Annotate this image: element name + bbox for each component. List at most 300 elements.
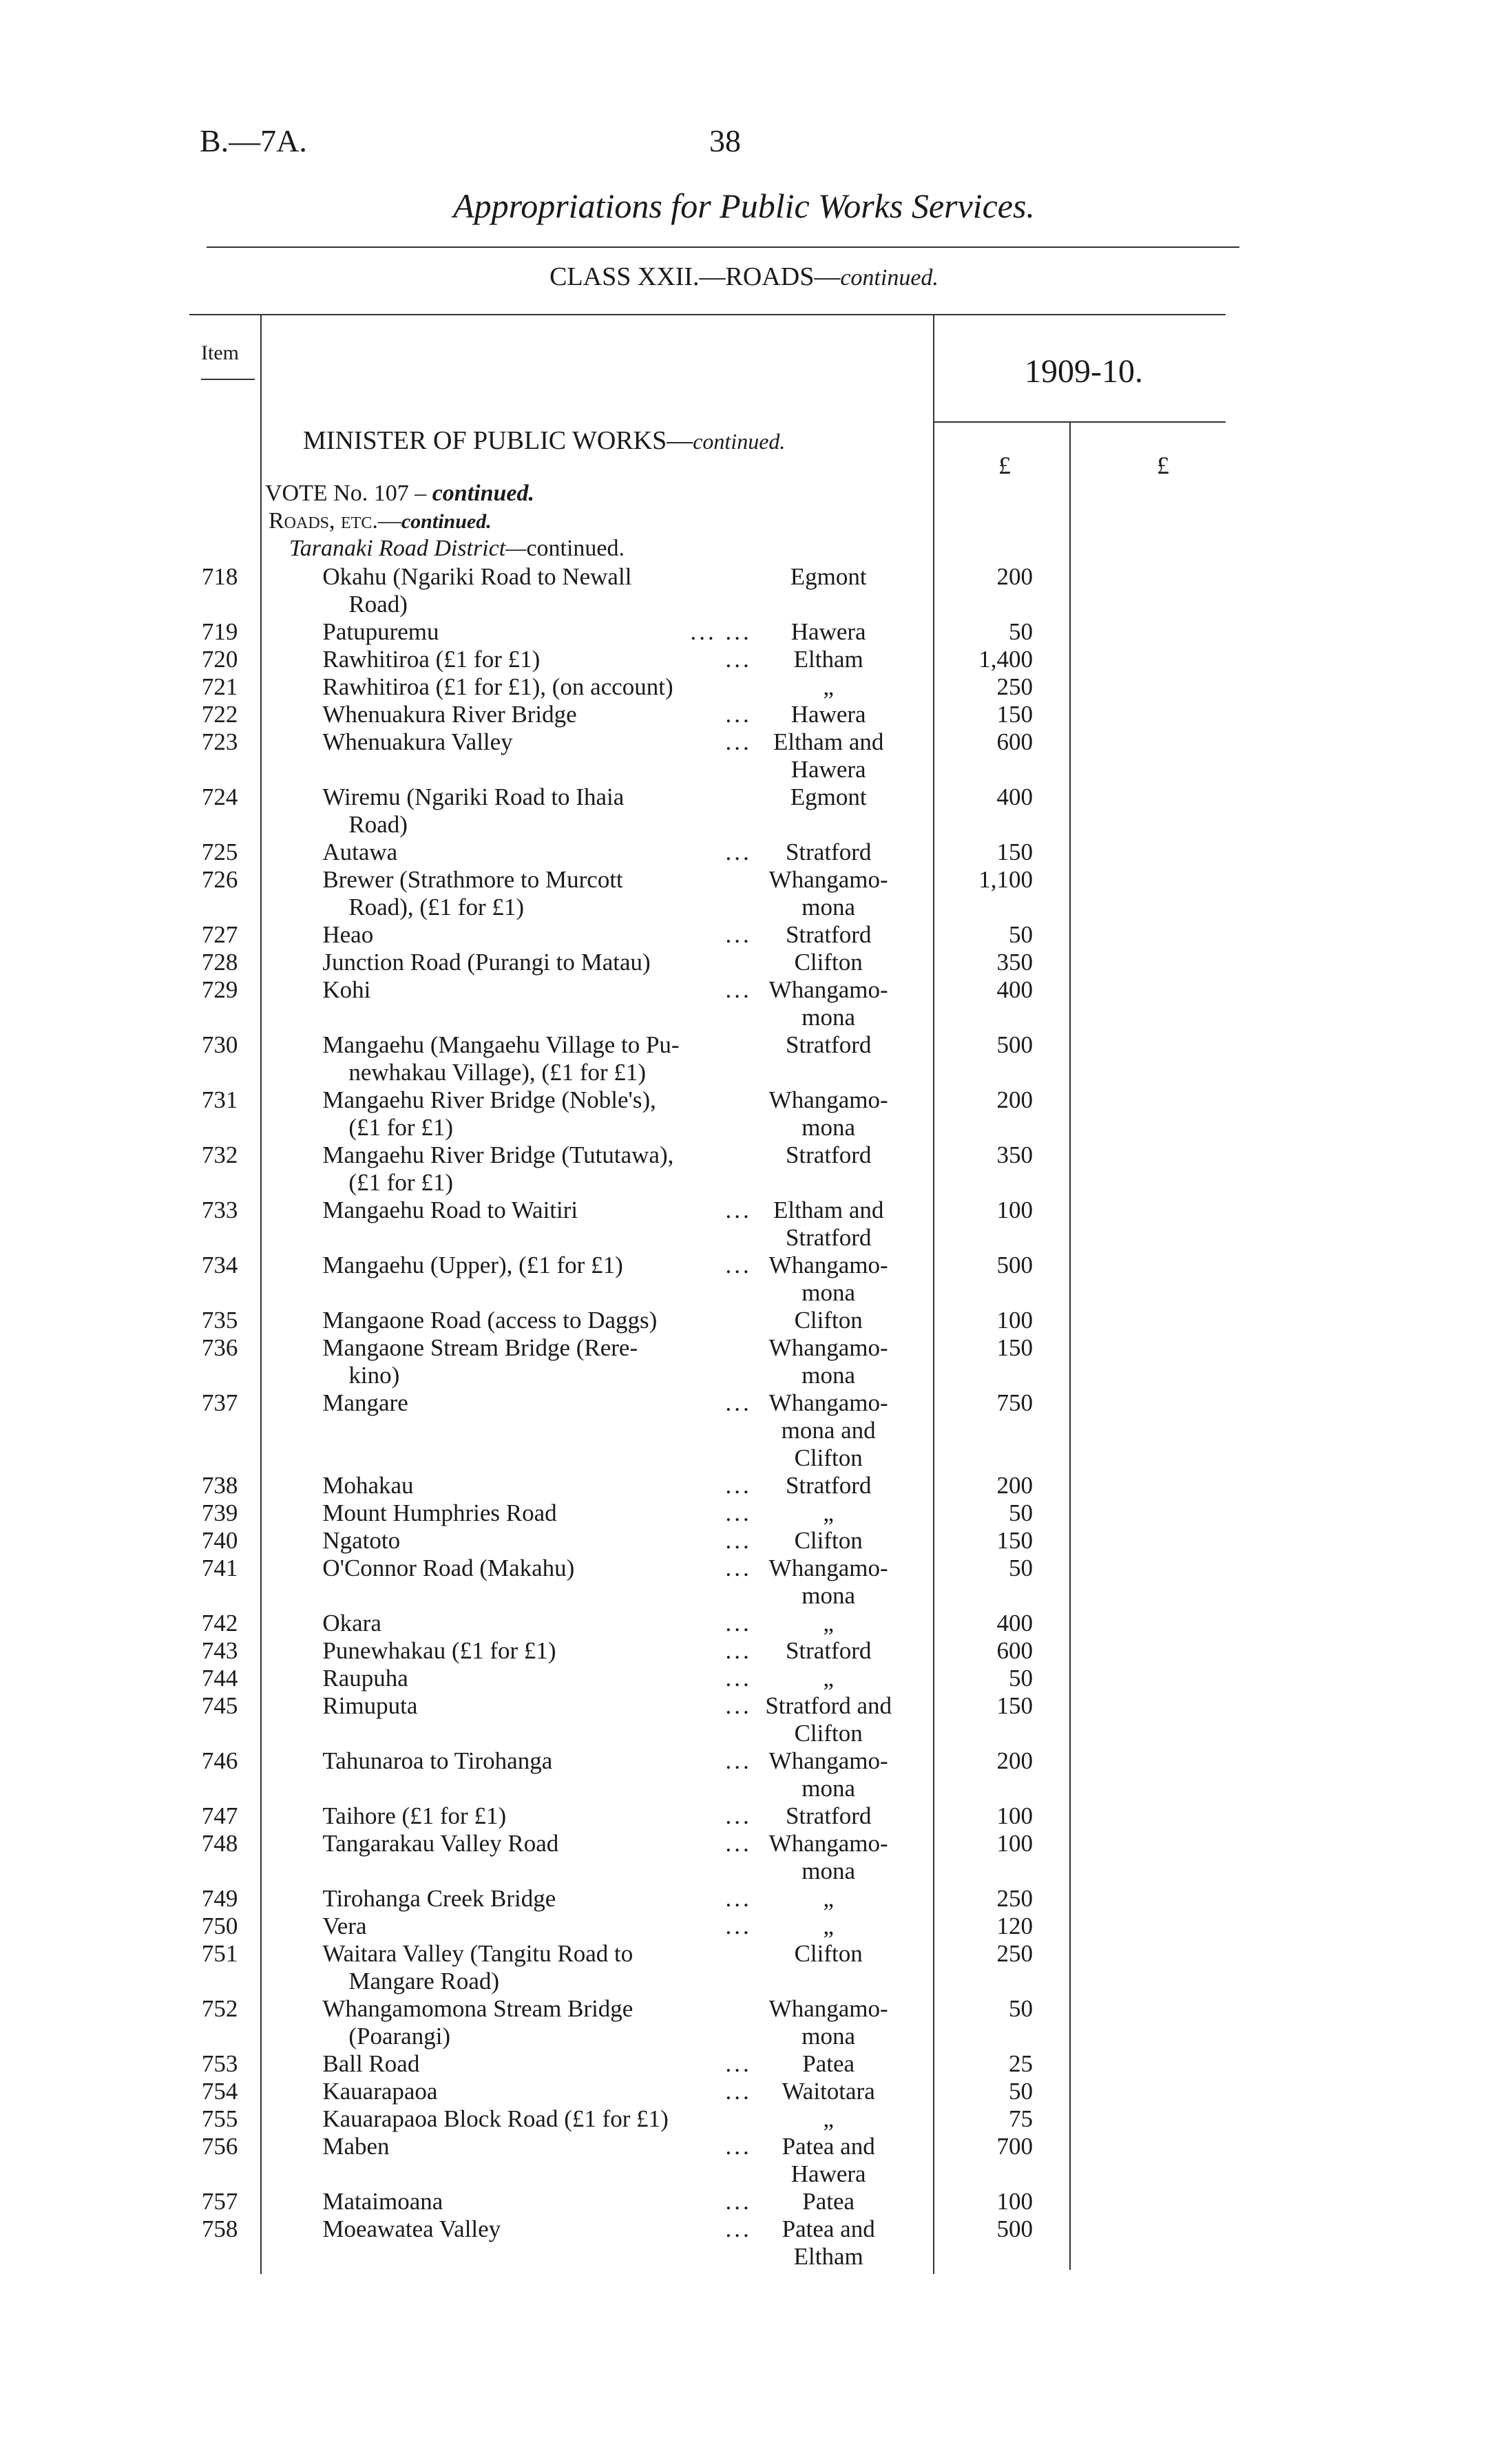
item-description-line: Mangaehu (Mangaehu Village to Pu- <box>322 1031 680 1058</box>
electoral-district <box>752 1940 905 1995</box>
item-number: 729 <box>201 976 238 1003</box>
amount: 200 <box>996 1747 1033 1774</box>
item-description <box>257 646 751 673</box>
district-line: Whangamo- <box>768 1334 888 1361</box>
item-description <box>257 1252 751 1307</box>
leader-dots: ... <box>725 2215 752 2242</box>
item-description <box>257 1472 751 1499</box>
district-line-continuation: mona <box>801 1775 856 1802</box>
table-row <box>176 1499 1071 1527</box>
district-heading <box>289 536 625 562</box>
electoral-district <box>752 728 905 783</box>
amount: 120 <box>996 1913 1033 1939</box>
electoral-district <box>752 1086 905 1141</box>
district-line-continuation: Stratford <box>785 1224 872 1251</box>
table-row <box>176 1830 1071 1885</box>
item-number: 731 <box>201 1086 238 1113</box>
document-code: B.—7A. <box>200 123 307 158</box>
item-number: 743 <box>201 1637 238 1664</box>
amount: 600 <box>996 1637 1033 1664</box>
item-description <box>257 1913 751 1940</box>
district-line: Egmont <box>790 563 867 590</box>
item-number: 726 <box>201 866 238 893</box>
item-description-line: Maben <box>322 2133 390 2160</box>
leader-dots: ... <box>725 1830 752 1857</box>
item-number: 752 <box>201 1995 238 2022</box>
item-number: 753 <box>201 2050 238 2077</box>
electoral-district <box>752 2050 905 2078</box>
item-description-line: Mangaehu (Upper), (£1 for £1) <box>322 1252 623 1278</box>
pound-sign-left: £ <box>998 452 1011 479</box>
amount: 100 <box>996 2188 1033 2215</box>
district-line-continuation: mona <box>801 1857 856 1884</box>
table-row <box>176 976 1071 1031</box>
district-line: „ <box>823 1885 834 1912</box>
electoral-district <box>752 2215 905 2271</box>
electoral-district <box>752 839 905 866</box>
item-number: 756 <box>201 2133 238 2160</box>
table-row <box>176 1665 1071 1692</box>
title-rule <box>207 246 1239 248</box>
electoral-district <box>752 1913 905 1940</box>
item-number: 746 <box>201 1747 238 1774</box>
table-row <box>176 618 1071 646</box>
item-description <box>257 839 751 866</box>
item-number: 736 <box>201 1334 238 1361</box>
item-description-line: Rimuputa <box>322 1692 418 1719</box>
page-title: Appropriations for Public Works Services. <box>453 187 1035 225</box>
item-number: 750 <box>201 1913 238 1939</box>
district-line: Whangamo- <box>768 1747 888 1774</box>
item-number: 730 <box>201 1031 238 1058</box>
item-description-line: Whangamomona Stream Bridge <box>322 1995 633 2022</box>
amount: 600 <box>996 728 1033 755</box>
district-line: Hawera <box>790 701 866 728</box>
table-row <box>176 646 1071 673</box>
electoral-district <box>752 1830 905 1885</box>
district-line: Clifton <box>794 1940 863 1967</box>
item-description-continuation: (£1 for £1) <box>348 1114 453 1141</box>
item-number: 720 <box>201 646 238 673</box>
electoral-district <box>752 949 905 976</box>
amount: 150 <box>996 839 1033 865</box>
leader-dots: ... <box>725 1252 752 1278</box>
electoral-district <box>752 921 905 949</box>
item-description <box>257 673 751 701</box>
item-description <box>257 1830 751 1885</box>
year-header-underline <box>933 421 1226 423</box>
page-number: 38 <box>709 123 741 158</box>
item-number: 724 <box>201 783 238 810</box>
table-row <box>176 839 1071 866</box>
item-description-line: Raupuha <box>322 1665 408 1692</box>
item-description-line: Okara <box>322 1610 381 1636</box>
amount: 250 <box>996 1940 1033 1967</box>
item-description <box>257 1499 751 1527</box>
district-line: Eltham <box>793 646 863 673</box>
item-number: 741 <box>201 1555 238 1581</box>
item-description-line: Junction Road (Purangi to Matau) <box>322 949 651 976</box>
item-description-line: Vera <box>322 1913 367 1939</box>
item-description <box>257 976 751 1031</box>
minister-continued: continued. <box>693 429 786 454</box>
item-number: 755 <box>201 2105 238 2132</box>
roads-heading <box>269 508 492 534</box>
item-description-line: Rawhitiroa (£1 for £1), (on account) <box>322 673 673 700</box>
item-number: 749 <box>201 1885 238 1912</box>
amount: 100 <box>996 1802 1033 1829</box>
leader-dots: ... <box>725 2050 752 2077</box>
amount: 150 <box>996 1692 1033 1719</box>
amount: 50 <box>1009 2078 1033 2105</box>
item-description-line: Autawa <box>322 839 398 865</box>
item-number: 718 <box>201 563 238 590</box>
amount: 400 <box>996 783 1033 810</box>
district-line-continuation: mona <box>801 1582 856 1609</box>
item-description <box>257 1995 751 2050</box>
item-description <box>257 1334 751 1389</box>
class-title <box>0 262 1488 292</box>
electoral-district <box>752 563 905 618</box>
leader-dots: ... ... <box>690 618 752 645</box>
electoral-district <box>752 673 905 701</box>
electoral-district <box>752 1307 905 1334</box>
district-line: „ <box>823 1610 834 1636</box>
electoral-district <box>752 976 905 1031</box>
leader-dots: ... <box>725 701 752 728</box>
item-description-continuation: Road) <box>348 591 408 618</box>
amount: 1,100 <box>978 866 1033 893</box>
district-line: Stratford and <box>765 1692 892 1719</box>
item-number: 725 <box>201 839 238 865</box>
item-description-line: Tirohanga Creek Bridge <box>322 1885 556 1912</box>
item-description-line: Whenuakura River Bridge <box>322 701 577 728</box>
item-description <box>257 1802 751 1830</box>
item-description <box>257 1307 751 1334</box>
amount: 250 <box>996 1885 1033 1912</box>
item-description <box>257 1389 751 1472</box>
item-number: 735 <box>201 1307 238 1334</box>
table-row <box>176 2133 1071 2188</box>
district-line-continuation: mona <box>801 1279 856 1306</box>
item-number: 719 <box>201 618 238 645</box>
item-description-continuation: Road), (£1 for £1) <box>348 894 525 920</box>
leader-dots: ... <box>725 1885 752 1912</box>
district-line: Stratford <box>785 1141 872 1168</box>
amount: 100 <box>996 1197 1033 1223</box>
item-description <box>257 1940 751 1995</box>
district-line: Eltham and <box>773 1197 884 1223</box>
item-description <box>257 1610 751 1637</box>
item-description <box>257 701 751 728</box>
leader-dots: ... <box>725 1499 752 1526</box>
district-line-continuation: Hawera <box>790 2160 866 2187</box>
table-row <box>176 1527 1071 1555</box>
table-row <box>176 1885 1071 1913</box>
amount: 50 <box>1009 1555 1033 1581</box>
item-description-line: Whenuakura Valley <box>322 728 513 755</box>
leader-dots: ... <box>725 1747 752 1774</box>
item-description-line: Kauarapaoa Block Road (£1 for £1) <box>322 2105 669 2132</box>
amount: 50 <box>1009 1995 1033 2022</box>
item-description <box>257 1527 751 1555</box>
electoral-district <box>752 1802 905 1830</box>
item-number: 745 <box>201 1692 238 1719</box>
item-description <box>257 2215 751 2271</box>
district-line: Stratford <box>785 1637 872 1664</box>
table-row <box>176 1747 1071 1802</box>
electoral-district <box>752 1499 905 1527</box>
table-row <box>176 1995 1071 2050</box>
item-number: 757 <box>201 2188 238 2215</box>
electoral-district <box>752 1747 905 1802</box>
district-line: Whangamo- <box>768 1555 888 1581</box>
item-number: 754 <box>201 2078 238 2105</box>
item-description <box>257 618 751 646</box>
item-description-line: Kohi <box>322 976 371 1003</box>
item-description-line: Ngatoto <box>322 1527 401 1554</box>
table-row <box>176 1141 1071 1197</box>
leader-dots: ... <box>725 1389 752 1416</box>
electoral-district <box>752 646 905 673</box>
table-row <box>176 1389 1071 1472</box>
amount: 100 <box>996 1830 1033 1857</box>
amount: 75 <box>1009 2105 1033 2132</box>
electoral-district <box>752 1610 905 1637</box>
item-description <box>257 2188 751 2215</box>
leader-dots: ... <box>725 921 752 948</box>
class-title-continued: continued. <box>840 265 939 291</box>
item-description-line: Mangaehu Road to Waitiri <box>322 1197 578 1223</box>
leader-dots: ... <box>725 1610 752 1636</box>
district-line: „ <box>823 1499 834 1526</box>
item-number: 748 <box>201 1830 238 1857</box>
table-row <box>176 1334 1071 1389</box>
district-line: Stratford <box>785 921 872 948</box>
leader-dots: ... <box>725 1555 752 1581</box>
item-description <box>257 783 751 839</box>
district-line: Whangamo- <box>768 1830 888 1857</box>
district-line: Eltham and <box>773 728 884 755</box>
amount: 750 <box>996 1389 1033 1416</box>
table-top-rule <box>189 314 1226 315</box>
item-number: 727 <box>201 921 238 948</box>
item-number: 732 <box>201 1141 238 1168</box>
district-line: Stratford <box>785 839 872 865</box>
item-description-line: Moeawatea Valley <box>322 2215 501 2242</box>
district-line-continuation: Clifton <box>794 1720 863 1747</box>
district-line: Patea <box>802 2188 855 2215</box>
item-number: 758 <box>201 2215 238 2242</box>
amount: 350 <box>996 1141 1033 1168</box>
item-number: 722 <box>201 701 238 728</box>
item-number: 747 <box>201 1802 238 1829</box>
table-row <box>176 1913 1071 1940</box>
item-description-line: Ball Road <box>322 2050 420 2077</box>
district-line-continuation: mona <box>801 1362 856 1389</box>
item-description-line: Brewer (Strathmore to Murcott <box>322 866 623 893</box>
item-description-continuation: (£1 for £1) <box>348 1169 453 1196</box>
amount: 50 <box>1009 1499 1033 1526</box>
item-description-continuation: (Poarangi) <box>348 2023 451 2050</box>
leader-dots: ... <box>725 839 752 865</box>
electoral-district <box>752 1527 905 1555</box>
item-description-line: Patupuremu <box>322 618 439 645</box>
vote-heading <box>265 481 534 507</box>
electoral-district <box>752 1334 905 1389</box>
district-line-continuation: Hawera <box>790 756 866 783</box>
item-number: 734 <box>201 1252 238 1278</box>
district-line: Whangamo- <box>768 866 888 893</box>
electoral-district <box>752 1141 905 1197</box>
appropriations-table <box>176 563 1071 2271</box>
item-description <box>257 1885 751 1913</box>
district-line: Patea <box>802 2050 855 2077</box>
electoral-district <box>752 701 905 728</box>
amount: 500 <box>996 1252 1033 1278</box>
district-line: Stratford <box>785 1472 872 1499</box>
district-line: Whangamo- <box>768 1086 888 1113</box>
district-line: Whangamo- <box>768 1389 888 1416</box>
item-description <box>257 1747 751 1802</box>
item-description <box>257 563 751 618</box>
leader-dots: ... <box>725 2188 752 2215</box>
electoral-district <box>752 2188 905 2215</box>
electoral-district <box>752 866 905 921</box>
leader-dots: ... <box>725 1197 752 1223</box>
district-line: „ <box>823 673 834 700</box>
district-line: Clifton <box>794 949 863 976</box>
electoral-district <box>752 1031 905 1086</box>
district-line: „ <box>823 2105 834 2132</box>
electoral-district <box>752 1692 905 1747</box>
table-row <box>176 2188 1071 2215</box>
amount: 200 <box>996 563 1033 590</box>
item-description-line: Punewhakau (£1 for £1) <box>322 1637 556 1664</box>
vote-title: VOTE No. 107 – <box>265 481 432 506</box>
item-number: 751 <box>201 1940 238 1967</box>
district-line: Whangamo- <box>768 1995 888 2022</box>
item-description <box>257 866 751 921</box>
amount: 25 <box>1009 2050 1033 2077</box>
item-number: 721 <box>201 673 238 700</box>
table-row <box>176 2050 1071 2078</box>
item-description <box>257 2133 751 2188</box>
electoral-district <box>752 2078 905 2105</box>
electoral-district <box>752 1472 905 1499</box>
leader-dots: ... <box>725 976 752 1003</box>
item-description-line: Okahu (Ngariki Road to Newall <box>322 563 632 590</box>
district-line: Egmont <box>790 783 867 810</box>
class-title-main: CLASS XXII.—ROADS— <box>549 262 841 291</box>
leader-dots: ... <box>725 2133 752 2160</box>
item-description <box>257 1141 751 1197</box>
item-description-line: Kauarapaoa <box>322 2078 438 2105</box>
item-description <box>257 1692 751 1747</box>
district-line-continuation: mona <box>801 894 856 920</box>
item-description <box>257 1086 751 1141</box>
table-row <box>176 921 1071 949</box>
item-number: 728 <box>201 949 238 976</box>
table-row <box>176 1610 1071 1637</box>
item-description <box>257 1031 751 1086</box>
leader-dots: ... <box>725 1472 752 1499</box>
district-line: Clifton <box>794 1307 863 1334</box>
item-description <box>257 2078 751 2105</box>
item-description-continuation: Road) <box>348 811 408 838</box>
table-row <box>176 783 1071 839</box>
electoral-district <box>752 1197 905 1252</box>
amount: 150 <box>996 701 1033 728</box>
leader-dots: ... <box>725 646 752 673</box>
district-line: Patea and <box>782 2215 875 2242</box>
amount: 500 <box>996 1031 1033 1058</box>
district-line: Patea and <box>782 2133 875 2160</box>
amount: 100 <box>996 1307 1033 1334</box>
item-number: 733 <box>201 1197 238 1223</box>
item-number: 738 <box>201 1472 238 1499</box>
vote-continued: continued. <box>432 481 535 506</box>
electoral-district <box>752 1665 905 1692</box>
item-description <box>257 921 751 949</box>
amount: 250 <box>996 673 1033 700</box>
year-column-header: 1909-10. <box>1025 353 1143 390</box>
table-row <box>176 1802 1071 1830</box>
district-line: Stratford <box>785 1031 872 1058</box>
item-number: 740 <box>201 1527 238 1554</box>
item-description-line: Mohakau <box>322 1472 414 1499</box>
item-description <box>257 1555 751 1610</box>
amount: 1,400 <box>978 646 1033 673</box>
district-line: Clifton <box>794 1527 863 1554</box>
appropriations-table-body <box>176 563 1071 2271</box>
item-column-header: Item <box>201 341 239 364</box>
item-description-line: Mangaone Road (access to Daggs) <box>322 1307 658 1334</box>
amount: 150 <box>996 1527 1033 1554</box>
district-line-continuation: mona and Clifton <box>781 1417 876 1471</box>
district-line: „ <box>823 1665 834 1692</box>
electoral-district <box>752 1252 905 1307</box>
item-description-continuation: newhakau Village), (£1 for £1) <box>348 1059 647 1086</box>
table-row <box>176 949 1071 976</box>
item-number: 739 <box>201 1499 238 1526</box>
item-description <box>257 728 751 783</box>
amount: 150 <box>996 1334 1033 1361</box>
electoral-district <box>752 1389 905 1472</box>
amount: 500 <box>996 2215 1033 2242</box>
amount: 400 <box>996 1610 1033 1636</box>
amount: 50 <box>1009 1665 1033 1692</box>
item-description-line: Mangaehu River Bridge (Tututawa), <box>322 1141 674 1168</box>
item-description-line: Rawhitiroa (£1 for £1) <box>322 646 541 673</box>
item-description-line: Mataimoana <box>322 2188 443 2215</box>
item-header-underline <box>201 379 255 380</box>
table-row <box>176 1086 1071 1141</box>
electoral-district <box>752 1885 905 1913</box>
table-row <box>176 2078 1071 2105</box>
item-description-line: O'Connor Road (Makahu) <box>322 1555 575 1581</box>
item-description-line: Taihore (£1 for £1) <box>322 1802 507 1829</box>
district-line: Waitotara <box>782 2078 875 2105</box>
district-line-continuation: mona <box>801 1114 856 1141</box>
item-description-line: Waitara Valley (Tangitu Road to <box>322 1940 633 1967</box>
item-description-line: Mangaehu River Bridge (Noble's), <box>322 1086 656 1113</box>
item-description-line: Wiremu (Ngariki Road to Ihaia <box>322 783 625 810</box>
electoral-district <box>752 783 905 839</box>
leader-dots: ... <box>725 1913 752 1939</box>
item-description <box>257 949 751 976</box>
table-row <box>176 1031 1071 1086</box>
